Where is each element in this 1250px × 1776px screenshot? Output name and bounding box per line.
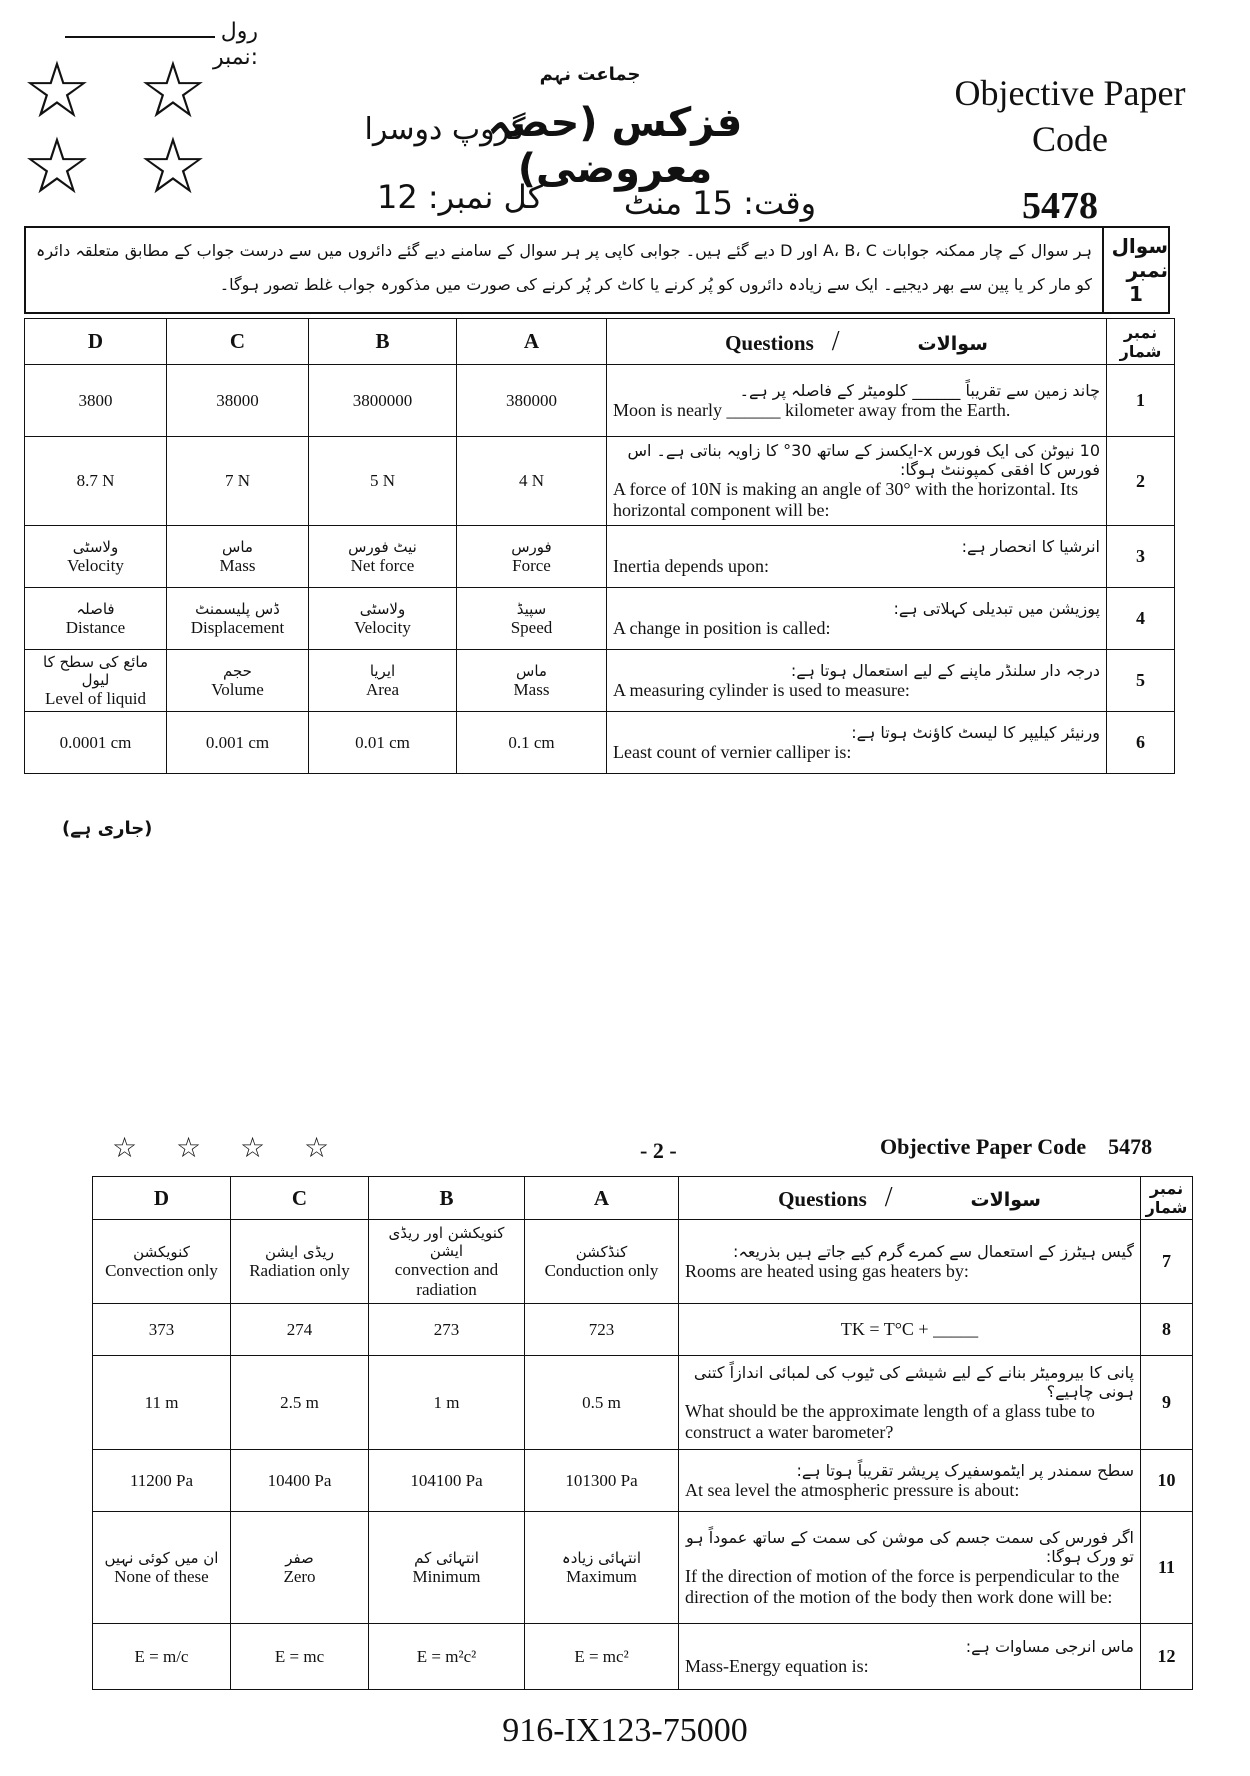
option-b-cell (369, 1220, 525, 1304)
question-text-cell (607, 650, 1107, 712)
option-a-urdu: فورس (511, 537, 552, 556)
option-d-cell (25, 588, 167, 650)
question-english: Moon is nearly ______ kilometer away from the Earth. (613, 399, 1011, 420)
question-english: A measuring cylinder is used to measure: (613, 679, 910, 700)
question-row (25, 588, 1175, 650)
option-d-text: Distance (65, 617, 126, 637)
option-c-cell (231, 1624, 369, 1690)
question-english: Rooms are heated using gas heaters by: (685, 1260, 969, 1281)
question-text-cell (607, 526, 1107, 588)
question-urdu: سطح سمندر پر ایٹموسفیرک پریشر تقریباً ہوتا ہے: (796, 1460, 1134, 1480)
option-c-cell (167, 365, 309, 437)
question-english: At sea level the atmospheric pressure is about: (685, 1479, 1020, 1500)
option-b-text: 104100 Pa (410, 1470, 483, 1490)
star-icon: ☆ (304, 1131, 330, 1164)
option-c-cell (231, 1304, 369, 1356)
col-header-number: نمبر شمار (1107, 319, 1175, 365)
question-text-cell (607, 365, 1107, 437)
option-b-text: 1 m (433, 1392, 460, 1412)
option-d-text: 373 (148, 1319, 175, 1339)
question-english: A change in position is called: (613, 617, 831, 638)
option-a-urdu: کنڈکشن (575, 1242, 628, 1261)
col-header-questions: Questions / سوالات (607, 319, 1107, 365)
option-b-cell (309, 365, 457, 437)
option-b-cell (309, 526, 457, 588)
option-c-urdu: حجم (223, 661, 252, 680)
option-c-cell (167, 437, 309, 526)
option-c-cell (231, 1220, 369, 1304)
option-b-urdu: ولاسٹی (359, 599, 406, 618)
questions-en-label: Questions (778, 1187, 867, 1211)
option-d-text: Convection only (105, 1260, 218, 1280)
roll-number-blank (65, 18, 215, 38)
question-number: 3 (1107, 526, 1175, 588)
option-c-urdu: ڈس پلیسمنٹ (195, 599, 280, 618)
question-number: 2 (1107, 437, 1175, 526)
question-english: TK = T°C + _____ (840, 1319, 979, 1339)
question-english: If the direction of motion of the force is perpendicular to the direction of the motion of the body then work done will be: (685, 1565, 1120, 1607)
total-marks-label: کل نمبر: 12 (376, 178, 544, 216)
question-text-cell (679, 1624, 1141, 1690)
option-b-urdu: کنویکشن اور ریڈی ایشن (388, 1223, 505, 1260)
question-urdu: گیس ہیٹرز کے استعمال سے کمرے گرم کیے جاتے ہیں بذریعہ: (733, 1241, 1134, 1261)
option-c-text: Displacement (190, 617, 285, 637)
question-number: 1 (1107, 365, 1175, 437)
question-text-cell (679, 1356, 1141, 1450)
table-body-page1 (25, 365, 1175, 774)
question-english: What should be the approximate length of a glass tube to construct a water barometer? (685, 1400, 1095, 1442)
option-b-cell (369, 1356, 525, 1450)
option-c-text: 2.5 m (280, 1392, 319, 1412)
option-b-urdu: انتہائی کم (414, 1548, 479, 1567)
option-d-cell (25, 437, 167, 526)
question-english: A force of 10N is making an angle of 30° with the horizontal. Its horizontal component will be: (613, 479, 1079, 520)
option-b-text: Area (365, 679, 400, 699)
option-a-cell (525, 1304, 679, 1356)
page2-code-value: 5478 (1108, 1134, 1153, 1159)
col-header-a: A (525, 1177, 679, 1220)
question-row (25, 650, 1175, 712)
option-d-cell (93, 1450, 231, 1512)
question-row (93, 1512, 1193, 1624)
option-d-cell (93, 1624, 231, 1690)
paper-code: 5478 (1022, 185, 1098, 227)
option-a-urdu: ماس (516, 661, 547, 680)
footer-code: 916-IX123-75000 (502, 1712, 748, 1749)
option-b-cell (369, 1624, 525, 1690)
option-a-text: 4 N (518, 471, 545, 490)
option-a-cell (457, 365, 607, 437)
question-row (25, 526, 1175, 588)
option-a-text: 101300 Pa (565, 1470, 638, 1490)
objective-paper-code-title: Objective Paper Code (954, 73, 1186, 159)
option-d-cell (25, 650, 167, 712)
table-header-row (93, 1177, 1193, 1220)
option-c-text: Mass (219, 555, 256, 575)
option-d-urdu: کنویکشن (133, 1242, 190, 1261)
option-a-cell (457, 526, 607, 588)
table-header-row (25, 319, 1175, 365)
option-b-cell (309, 650, 457, 712)
option-a-cell (525, 1356, 679, 1450)
paper-title: فزکس (حصہ معروضی) (487, 100, 743, 192)
option-c-urdu: ریڈی ایشن (265, 1242, 334, 1261)
option-b-text: 273 (433, 1319, 460, 1339)
option-a-text: 723 (588, 1319, 615, 1339)
option-d-cell (25, 712, 167, 774)
option-b-text: 0.01 cm (355, 732, 410, 752)
question-number-label: سوال نمبر (1111, 234, 1168, 282)
questions-ur-label: سوالات (917, 332, 988, 355)
question-row (93, 1624, 1193, 1690)
question-row (93, 1356, 1193, 1450)
option-d-cell (25, 526, 167, 588)
option-d-urdu: فاصلہ (76, 599, 115, 618)
option-b-cell (309, 588, 457, 650)
question-urdu: پوزیشن میں تبدیلی کہلاتی ہے: (893, 598, 1100, 618)
option-c-text: 0.001 cm (205, 732, 270, 752)
question-urdu: درجہ دار سلنڈر ماپنے کے لیے استعمال ہوتا ہے: (790, 660, 1100, 680)
option-a-text: Speed (510, 617, 553, 637)
option-d-text: E = m/c (134, 1646, 189, 1666)
page-number: - 2 - (640, 1138, 677, 1163)
question-number: 4 (1107, 588, 1175, 650)
questions-table-page1 (24, 318, 1175, 774)
option-b-text: Minimum (412, 1566, 481, 1586)
col-header-a: A (457, 319, 607, 365)
option-a-cell (525, 1624, 679, 1690)
col-header-c: C (167, 319, 309, 365)
option-d-text: 8.7 N (76, 471, 115, 490)
question-text-cell (679, 1304, 1141, 1356)
option-d-text: Velocity (67, 555, 124, 575)
option-a-urdu: سپیڈ (516, 599, 547, 618)
option-c-cell (167, 712, 309, 774)
option-d-urdu: مائع کی سطح کا لیول (43, 652, 148, 689)
option-a-text: Conduction only (544, 1260, 659, 1280)
question-row (93, 1220, 1193, 1304)
question-number-box (1102, 228, 1168, 312)
option-b-urdu: نیٹ فورس (348, 537, 417, 556)
option-d-cell (93, 1304, 231, 1356)
question-urdu: ماس انرجی مساوات ہے: (965, 1636, 1134, 1656)
question-number: 11 (1141, 1512, 1193, 1624)
option-a-cell (457, 712, 607, 774)
option-c-text: 38000 (216, 390, 259, 410)
option-a-text: Mass (513, 679, 550, 699)
option-a-urdu: انتہائی زیادہ (561, 1548, 642, 1567)
option-d-text: 0.0001 cm (59, 732, 132, 752)
questions-ur-label: سوالات (970, 1189, 1041, 1211)
option-b-text: convection and radiation (394, 1259, 499, 1299)
star-icon: ☆ (112, 1131, 138, 1164)
option-b-text: 5 N (369, 471, 396, 490)
option-a-text: 0.1 cm (508, 732, 555, 752)
option-a-cell (457, 437, 607, 526)
option-a-text: Force (512, 555, 551, 575)
page2-code (880, 1134, 1152, 1160)
question-text-cell (607, 712, 1107, 774)
star-icon: ☆ (240, 1131, 266, 1164)
option-a-cell (457, 588, 607, 650)
option-b-text: Net force (350, 555, 415, 575)
continued-label: (جاری ہے) (62, 818, 153, 839)
option-d-urdu: ان میں کوئی نہیں (104, 1548, 219, 1567)
group-label: گروپ دوسرا (364, 112, 526, 147)
option-d-text: 3800 (78, 390, 113, 410)
instructions-text: ہر سوال کے چار ممکنہ جوابات A، B، C اور D دیے گئے ہیں۔ جوابی کاپی پر ہر سوال کے سامنے دیے گئے دائروں میں سے درست جواب کے مطابق متعلقہ دائرہ کو مار کر یا پین سے بھر دیجیے۔ ایک سے زیادہ دائروں کو پُر کرنے یا کاٹ کر پُر کرنے کی صورت میں مذکورہ جواب غلط تصور ہوگا۔ (36, 241, 1093, 294)
option-d-urdu: ولاسٹی (72, 537, 119, 556)
question-number: 8 (1141, 1304, 1193, 1356)
star-icon: ☆ (176, 1131, 202, 1164)
option-b-urdu: ایریا (369, 661, 396, 680)
star-icon: ☆ (138, 46, 208, 136)
option-b-cell (369, 1450, 525, 1512)
option-c-cell (167, 588, 309, 650)
option-b-text: 3800000 (352, 390, 413, 410)
option-a-text: E = mc² (574, 1646, 629, 1666)
question-text-cell (607, 588, 1107, 650)
question-text-cell (679, 1220, 1141, 1304)
question-text-cell (607, 437, 1107, 526)
option-b-cell (369, 1304, 525, 1356)
question-urdu: ورنیئر کیلیپر کا لیسٹ کاؤنٹ ہوتا ہے: (851, 722, 1100, 742)
option-d-cell (93, 1220, 231, 1304)
option-b-cell (309, 712, 457, 774)
question-row (25, 365, 1175, 437)
option-c-urdu: صفر (285, 1548, 314, 1567)
col-header-c: C (231, 1177, 369, 1220)
question-urdu: انرشیا کا انحصار ہے: (961, 536, 1100, 556)
col-header-b: B (309, 319, 457, 365)
roll-number-label: رول نمبر: (212, 19, 258, 70)
time-label: وقت: 15 منٹ (623, 184, 817, 222)
question-number: 7 (1141, 1220, 1193, 1304)
option-a-text: 380000 (506, 390, 557, 410)
class-label: جماعت نہم (539, 64, 641, 85)
option-a-cell (457, 650, 607, 712)
option-d-cell (93, 1356, 231, 1450)
col-header-d: D (25, 319, 167, 365)
option-c-text: Zero (283, 1566, 316, 1586)
question-row (25, 437, 1175, 526)
option-b-cell (369, 1512, 525, 1624)
option-c-cell (231, 1450, 369, 1512)
questions-en-label: Questions (725, 330, 814, 355)
star-icon: ☆ (138, 122, 208, 212)
option-c-text: 10400 Pa (267, 1470, 332, 1490)
question-number: 9 (1141, 1356, 1193, 1450)
question-text-cell (679, 1512, 1141, 1624)
question-row (93, 1304, 1193, 1356)
option-d-text: None of these (114, 1566, 209, 1586)
option-a-cell (525, 1450, 679, 1512)
option-c-text: 7 N (224, 471, 251, 490)
question-urdu: چاند زمین سے تقریباً ______ کلومیٹر کے فاصلہ پر ہے۔ (739, 380, 1100, 400)
option-b-text: E = m²c² (416, 1646, 477, 1666)
option-c-cell (231, 1356, 369, 1450)
star-icon: ☆ (22, 122, 92, 212)
option-c-text: Volume (211, 679, 264, 699)
option-a-cell (525, 1220, 679, 1304)
page2-code-label: Objective Paper Code (880, 1134, 1087, 1159)
question-row (25, 712, 1175, 774)
question-english: Mass-Energy equation is: (685, 1655, 869, 1676)
col-header-d: D (93, 1177, 231, 1220)
question-urdu: 10 نیوٹن کی ایک فورس x-ایکسز کے ساتھ 30° کا زاویہ بناتی ہے۔ اس فورس کا افقی کمپوننٹ ہوگا: (627, 441, 1100, 479)
option-d-text: 11 m (144, 1392, 179, 1412)
option-a-text: Maximum (566, 1566, 637, 1586)
option-c-cell (231, 1512, 369, 1624)
question-number-value: 1 (1129, 282, 1143, 306)
option-d-cell (25, 365, 167, 437)
option-d-text: Level of liquid (44, 688, 147, 708)
option-d-cell (93, 1512, 231, 1624)
question-text-cell (679, 1450, 1141, 1512)
option-b-text: Velocity (354, 617, 411, 637)
question-number: 10 (1141, 1450, 1193, 1512)
option-c-text: Radiation only (249, 1260, 350, 1280)
question-urdu: اگر فورس کی سمت جسم کی موشن کی سمت کے ساتھ عموداً ہو تو ورک ہوگا: (685, 1527, 1134, 1566)
question-number: 6 (1107, 712, 1175, 774)
star-icon: ☆ (22, 46, 92, 136)
question-english: Least count of vernier calliper is: (613, 741, 852, 762)
question-number: 5 (1107, 650, 1175, 712)
option-d-text: 11200 Pa (129, 1470, 194, 1490)
question-row (93, 1450, 1193, 1512)
question-urdu: پانی کا بیرومیٹر بنانے کے لیے شیشے کی ٹیوب کی لمبائی اندازاً کتنی ہونی چاہیے؟ (693, 1362, 1134, 1401)
option-c-cell (167, 526, 309, 588)
questions-table-page2 (92, 1176, 1193, 1690)
option-a-cell (525, 1512, 679, 1624)
table-body-page2 (93, 1220, 1193, 1690)
option-a-text: 0.5 m (582, 1392, 621, 1412)
col-header-b: B (369, 1177, 525, 1220)
col-header-questions: Questions / سوالات (679, 1177, 1141, 1220)
option-b-cell (309, 437, 457, 526)
question-number: 12 (1141, 1624, 1193, 1690)
question-english: Inertia depends upon: (613, 555, 769, 576)
instructions-box (24, 226, 1170, 314)
option-c-text: E = mc (274, 1646, 325, 1666)
option-c-cell (167, 650, 309, 712)
option-c-text: 274 (286, 1319, 313, 1339)
col-header-number: نمبر شمار (1141, 1177, 1193, 1220)
option-c-urdu: ماس (222, 537, 253, 556)
